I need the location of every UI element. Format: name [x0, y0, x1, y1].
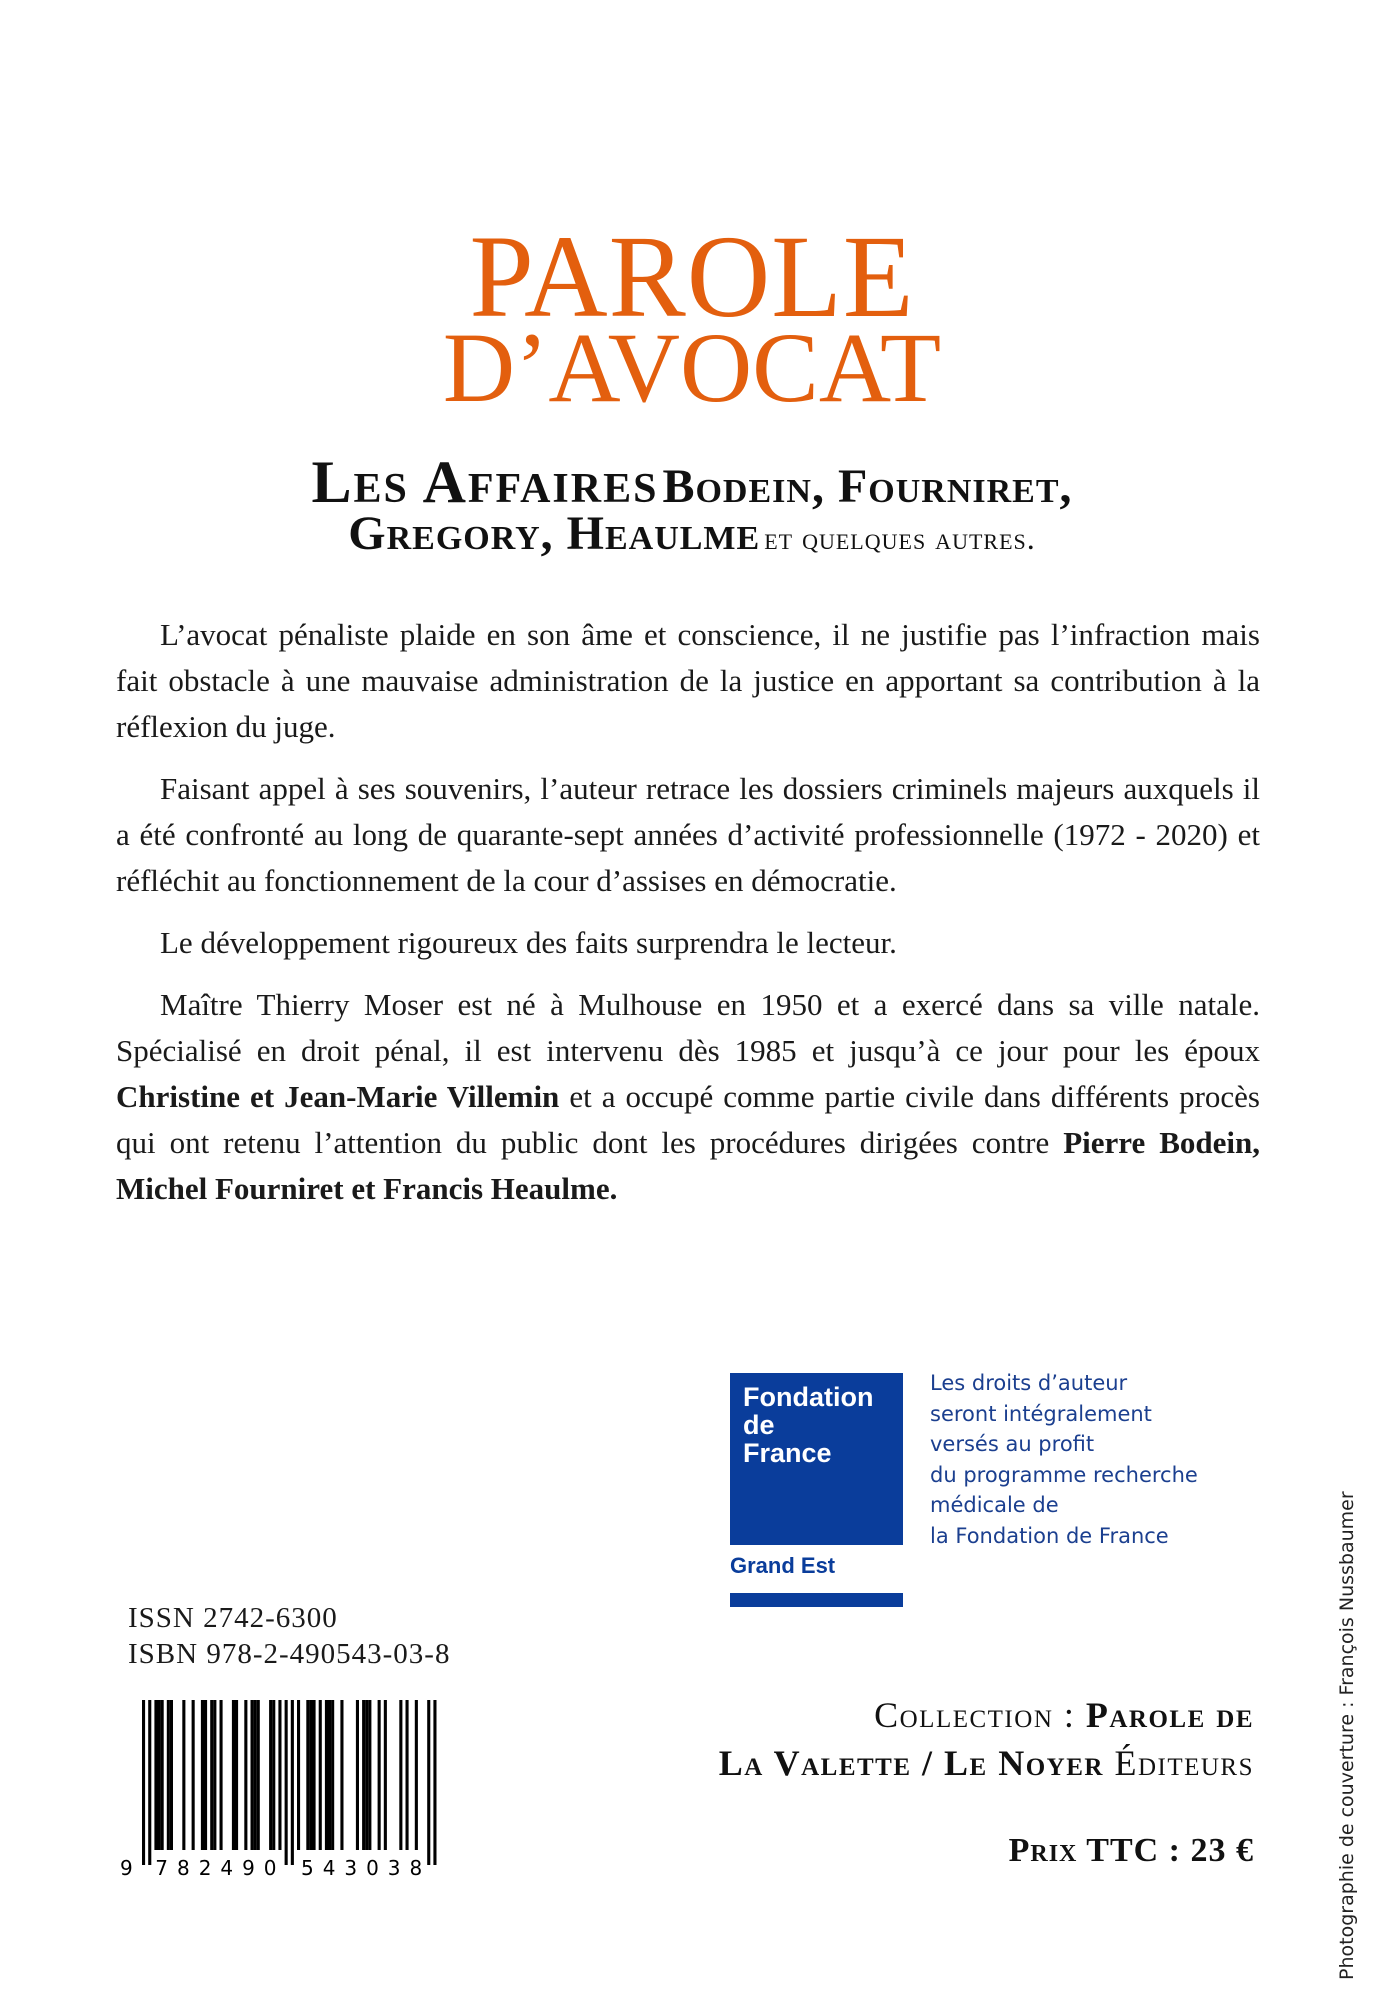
publisher-suffix: Éditeurs: [1114, 1743, 1254, 1783]
fondation-de-france-logo: [730, 1373, 903, 1545]
subtitle-les-affaires: Les Affaires: [311, 449, 659, 515]
logo-line-france: France: [743, 1438, 832, 1468]
svg-text:4: 4: [322, 1856, 336, 1880]
bio-text-1: Maître Thierry Moser est né à Mulhouse en 1950 et a exercé dans sa ville natale. Spécialisé en droit pénal, il est intervenu dès 1985 et jusqu’à ce jour pour les époux: [116, 987, 1260, 1068]
blurb-paragraph-1: L’avocat pénaliste plaide en son âme et conscience, il ne justifie pas l’infraction mais fait obstacle à une mauvaise administration de la justice en apportant sa contribution à la réflexion du juge.: [116, 617, 1260, 744]
svg-text:2: 2: [198, 1856, 212, 1880]
svg-text:0: 0: [263, 1856, 277, 1880]
issn: ISSN 2742-6300: [128, 1602, 338, 1634]
note-line: la Fondation de France: [930, 1523, 1169, 1548]
back-cover-blurb: [116, 612, 1260, 1228]
publisher-names: La Valette / Le Noyer: [718, 1743, 1104, 1783]
svg-text:9: 9: [120, 1856, 133, 1880]
cover-title-line2: D’AVOCAT: [442, 312, 942, 423]
note-line: Les droits d’auteur: [930, 1371, 1128, 1395]
collection-label: Collection :: [874, 1695, 1076, 1735]
ean13-barcode: [118, 1690, 458, 1880]
svg-text:5: 5: [301, 1856, 314, 1880]
svg-text:7: 7: [155, 1856, 169, 1880]
note-line: du programme recherche: [930, 1462, 1198, 1487]
logo-line-de: de: [743, 1410, 775, 1440]
svg-text:8: 8: [177, 1856, 190, 1880]
identifiers: [128, 1600, 450, 1672]
collection-name: Parole de: [1085, 1695, 1254, 1735]
fondation-region: Grand Est: [730, 1553, 836, 1578]
fondation-royalties-note: [930, 1368, 1198, 1551]
note-line: médicale de: [930, 1493, 1059, 1517]
bio-text-2: et a occupé comme partie civile dans différents procès qui ont retenu l’attention du public dont les procédures dirigées contre: [116, 1079, 1261, 1160]
subtitle-line2: [0, 507, 1384, 560]
photo-credit: Photographie de couverture : François Nussbaumer: [1336, 1491, 1358, 1980]
svg-text:3: 3: [387, 1856, 401, 1880]
svg-text:8: 8: [409, 1856, 423, 1880]
price: Prix TTC : 23 €: [1008, 1832, 1254, 1869]
author-bio: [116, 982, 1260, 1212]
svg-text:3: 3: [344, 1856, 358, 1880]
isbn: ISBN 978-2-490543-03-8: [128, 1638, 451, 1670]
fondation-underline-bar: [730, 1593, 903, 1607]
bio-bold-names: Pierre Bodein, Michel Fourniret et Francis Heaulme.: [116, 1125, 1260, 1206]
svg-text:9: 9: [242, 1856, 255, 1880]
barcode-icon: [118, 1690, 458, 1880]
subtitle-names-1: Bodein, Fourniret,: [662, 460, 1073, 513]
publisher-line: [719, 1745, 1254, 1781]
cover-title-line1: PAROLE: [469, 211, 915, 342]
subtitle-line1: [0, 449, 1384, 515]
svg-text:4: 4: [220, 1856, 234, 1880]
svg-text:0: 0: [366, 1856, 379, 1880]
note-line: seront intégralement: [930, 1401, 1152, 1426]
bio-bold-villemin: Christine et Jean-Marie Villemin: [116, 1079, 560, 1114]
note-line: versés au profit: [930, 1432, 1095, 1456]
collection-line: [874, 1697, 1254, 1733]
subtitle-names-2: Gregory, Heaulme: [348, 507, 761, 560]
logo-line-fondation: Fondation: [743, 1382, 874, 1412]
blurb-paragraph-3: Le développement rigoureux des faits surprendra le lecteur.: [160, 925, 897, 960]
subtitle-tail: et quelques autres.: [764, 520, 1036, 556]
blurb-paragraph-2: Faisant appel à ses souvenirs, l’auteur retrace les dossiers criminels majeurs auxquels il a été confronté au long de quarante-sept années d’activité professionnelle (1972 - 2020) et réfléchit au fonctionnement de la cour d’assises en démocratie.: [116, 771, 1260, 898]
